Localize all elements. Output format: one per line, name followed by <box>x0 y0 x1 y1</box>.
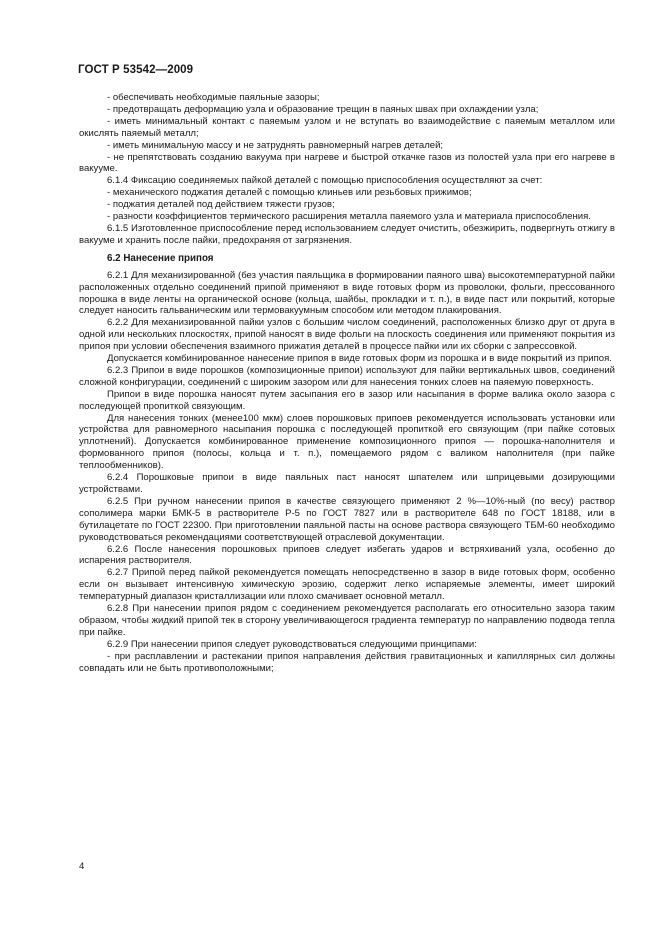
clause-6-2-4: 6.2.4 Порошковые припои в виде паяльных паст наносят шпателем или шприцевыми дозирующими устройствами. <box>79 472 615 495</box>
list-item: - при расплавлении и растекании припоя направления действия гравитационных и капиллярных сил должны совпадать или не быть противоположными; <box>79 650 615 674</box>
list-item: - иметь минимальный контакт с паяемым узлом и не вступать во взаимодействие с паяемым металлом или окислять паяемый металл; <box>79 115 615 139</box>
clause-6-2-6: 6.2.6 После нанесения порошковых припоев следует избегать ударов и встряхиваний узла, особенно до испарения растворителя. <box>79 543 615 567</box>
clause-6-1-4: 6.1.4 Фиксацию соединяемых пайкой деталей с помощью приспособления осуществляют за счет: <box>107 175 543 187</box>
list-item: - предотвращать деформацию узла и образование трещин в паяных швах при охлаждении узла; <box>107 103 539 115</box>
clause-6-2-3: 6.2.3 Припои в виде порошков (композиционные припои) используют для пайки вертикальных швов, соединений сложной конфигурации, соединений с широким зазором или для нанесения тонких слоев на паяемую поверхность. <box>79 364 615 388</box>
clause-6-2-9: 6.2.9 При нанесении припоя следует руководствоваться следующими принципами: <box>107 638 477 650</box>
clause-6-2-5: 6.2.5 При ручном нанесении припоя в качестве связующего применяют 2 %—10%-ный (по весу) раствор сополимера марки БМК-5 в растворителе Р-5 по ГОСТ 7827 или в растворителе 648 по ГОСТ 18188, или в бутилацетате по ГОСТ 22300. При приготовлении паяльной пасты на основе раствора связующего ТБМ-60 необходимо руководствоваться рекомендациями соответствующей отраслевой документации. <box>79 495 615 543</box>
list-item: - обеспечивать необходимые паяльные зазоры; <box>107 92 320 103</box>
list-item: - иметь минимальную массу и не затруднять равномерный нагрев деталей; <box>107 139 444 151</box>
clause-6-2-7: 6.2.7 Припой перед пайкой рекомендуется помещать непосредственно в зазор в виде готовых форм, особенно если он вызывает интенсивную химическую эрозию, содержит легко испаряемые элементы, имеет широкий температурный диапазон кристаллизации или плохо смачивает основной металл. <box>79 567 615 603</box>
list-item: - механического поджатия деталей с помощью клиньев или резьбовых прижимов; <box>107 187 472 199</box>
paragraph: Для нанесения тонких (менее100 мкм) слоев порошковых припоев рекомендуется использовать установки или устройства для равномерного насыпания порошка с последующей пропиткой его связующим (при пайке сотовых уплотнений). Допускается комбинированное применение композиционного припоя — порошка-наполнителя и формованного припоя (полосы, кольца и т. п.), помещаемого рядом с валиком наполнителя (при пайке теплообменников). <box>79 412 615 472</box>
page-number: 4 <box>79 861 85 872</box>
paragraph: Припои в виде порошка наносят путем засыпания его в зазор или насыпания в форме валика около зазора с последующей пропиткой связующим. <box>79 388 615 412</box>
document-body <box>79 92 615 675</box>
page-header-doc-id: ГОСТ Р 53542—2009 <box>78 64 194 76</box>
list-item: - не препятствовать созданию вакуума при нагреве и быстрой откачке газов из полостей узла при его нагреве в вакууме. <box>79 151 615 175</box>
clause-6-2-2: 6.2.2 Для механизированной пайки узлов с большим числом соединений, расположенных близко друг от друга в одной или нескольких плоскостях, припой наносят в виде фольги на плоскость соединения или применяют покрытия из припоя при условии обеспечения взаимного прижатия деталей в процессе пайки или их сборки с запрессовкой. <box>79 317 615 353</box>
section-heading-6-2: 6.2 Нанесение припоя <box>107 252 214 264</box>
clause-6-2-8: 6.2.8 При нанесении припоя рядом с соединением рекомендуется располагать его относительно зазора таким образом, чтобы жидкий припой тек в сторону увеличивающегося градиента температур по направлению подвода тепла при пайке. <box>79 603 615 638</box>
clause-6-2-1: 6.2.1 Для механизированной (без участия паяльщика в формировании паяного шва) высокотемпературной пайки расположенных отдельно соединений припой применяют в виде готовых форм из проволоки, фольги, прессованного порошка в виде ленты на органической основе (кольца, шайбы, прокладки и т. п.), в виде паст или покрытий, которые следует наносить гальваническим или термовакуумным способом или методом плакирования. <box>79 269 615 317</box>
list-item: - разности коэффициентов термического расширения металла паяемого узла и материала приспособления. <box>107 211 591 223</box>
paragraph: Допускается комбинированное нанесение припоя в виде готовых форм из порошка и в виде покрытий из припоя. <box>107 353 612 365</box>
list-item: - поджатия деталей под действием тяжести грузов; <box>107 199 335 211</box>
clause-6-1-5: 6.1.5 Изготовленное приспособление перед использованием следует очистить, обезжирить, подвергнуть отжигу в вакууме и хранить после пайки, предохраняя от загрязнения. <box>79 222 615 246</box>
